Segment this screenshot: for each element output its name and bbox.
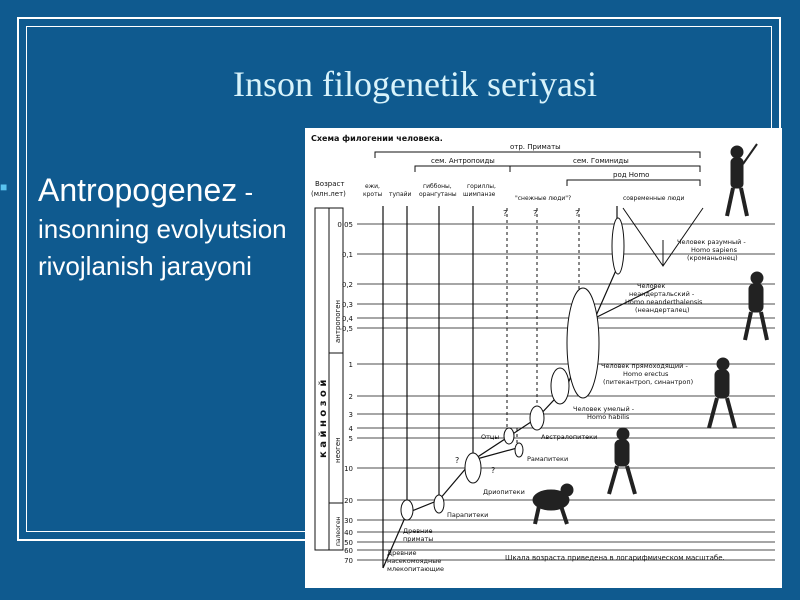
silhouette-erectus-icon: [709, 358, 735, 428]
col-3b: орангутаны: [419, 191, 457, 198]
figure-footnote: Шкала возраста приведена в логарифмическом масштабе.: [505, 554, 725, 562]
age-tick-label: 40: [344, 529, 353, 537]
taxon-brackets: [375, 152, 700, 186]
col-4a: гориллы,: [467, 183, 496, 190]
label-parapith: Парапитеки: [447, 511, 489, 519]
label-otsy: Отцы: [481, 433, 500, 441]
col-1a: ежи,: [365, 183, 380, 190]
era-cenozoic: к а й н о з о й: [318, 379, 329, 458]
label-nean-2: неандертальский -: [629, 290, 695, 298]
label-dryopith: Дриопитеки: [483, 488, 525, 496]
period-neogene: неоген: [334, 437, 342, 463]
age-tick-label: 50: [344, 539, 353, 547]
label-erectus-3: (питекантроп, синантроп): [603, 378, 694, 386]
label-order: отр. Приматы: [510, 143, 561, 151]
label-ancient-primates-2: приматы: [403, 535, 434, 543]
period-paleogene: палеоген: [335, 516, 342, 546]
label-sapiens-3: (кроманьонец): [687, 254, 738, 262]
label-erectus-2: Homo erectus: [623, 370, 669, 378]
age-tick-label: 2: [348, 393, 353, 401]
label-fam-hominid: сем. Гоминиды: [573, 157, 629, 165]
label-habilis-2: Homo habilis: [587, 413, 630, 421]
col-2: тупайи: [389, 191, 412, 198]
label-habilis-1: Человек умелый -: [573, 405, 635, 413]
figure-heading: Схема филогении человека.: [311, 134, 443, 143]
col-6: современные люди: [623, 195, 685, 202]
silhouette-neanderthal-icon: [745, 272, 767, 340]
axis-label-1: Возраст: [315, 180, 345, 188]
age-tick-label: 0,2: [341, 281, 353, 289]
age-tick-label: 0,4: [341, 315, 353, 323]
label-ancient-mammals-3: млекопитающие: [387, 565, 445, 573]
label-ancient-mammals-2: насекомоядные: [387, 557, 442, 565]
col-1b: кроты: [363, 191, 383, 198]
branch-ovals: [401, 218, 624, 520]
label-sapiens-1: Человек разумный -: [677, 238, 746, 246]
age-tick-label: 30: [344, 517, 353, 525]
question-1: ?: [503, 209, 508, 218]
age-tick-label: 0,5: [341, 325, 353, 333]
age-tick-label: 0,1: [341, 251, 353, 259]
label-ancient-mammals-1: Древние: [387, 549, 417, 557]
age-tick-label: 70: [344, 557, 353, 565]
question-3: ?: [575, 209, 580, 218]
slide-body: [38, 172, 298, 285]
term-antropogenez: Antropogenez: [38, 172, 238, 208]
bullet-marker: ■: [0, 180, 8, 194]
label-genus-homo: род Homo: [613, 171, 650, 179]
label-nean-4: (неандерталец): [635, 306, 690, 314]
silhouette-sapiens-icon: [727, 144, 757, 216]
age-tick-label: 60: [344, 547, 353, 555]
term-dash: -: [244, 177, 254, 207]
age-tick-label: 0,05: [337, 221, 353, 229]
col-4b: шимпанзе: [463, 191, 496, 198]
label-fam-anthropoid: сем. Антропоиды: [431, 157, 495, 165]
label-erectus-1: Человек прямоходящий -: [601, 362, 688, 370]
term-definition: insonning evolyutsion rivojlanish jarayoni: [38, 214, 287, 281]
label-ramapith: Рамапитеки: [527, 455, 569, 463]
col-5: "снежные люди"?: [515, 195, 572, 202]
age-tick-label: 4: [348, 425, 353, 433]
age-tick-label: 5: [348, 435, 353, 443]
phylogeny-figure: [305, 128, 782, 588]
period-column: [315, 208, 343, 550]
label-sapiens-2: Homo sapiens: [691, 246, 738, 254]
col-3a: гиббоны,: [423, 183, 452, 190]
question-2: ?: [533, 209, 538, 218]
age-tick-label: 10: [344, 465, 353, 473]
age-tick-label: 1: [348, 361, 353, 369]
age-tick-label: 0,3: [341, 301, 353, 309]
age-tick-label: 3: [348, 411, 353, 419]
slide-title: Inson filogenetik seriyasi: [233, 64, 597, 104]
axis-label-2: (млн.лет): [311, 190, 346, 198]
question-5: ?: [491, 466, 496, 475]
label-australo: Австралопитеки: [541, 433, 598, 441]
question-4: ?: [455, 456, 460, 465]
phylogeny-diagram: [305, 128, 782, 588]
label-ancient-primates-1: Древние: [403, 527, 433, 535]
label-nean-1: Человек: [637, 282, 666, 290]
period-anthropogene: антропоген: [334, 299, 342, 343]
age-tick-label: 20: [344, 497, 353, 505]
label-nean-3: Homo neanderthalensis: [625, 298, 703, 306]
silhouette-ape-icon: [533, 484, 573, 524]
